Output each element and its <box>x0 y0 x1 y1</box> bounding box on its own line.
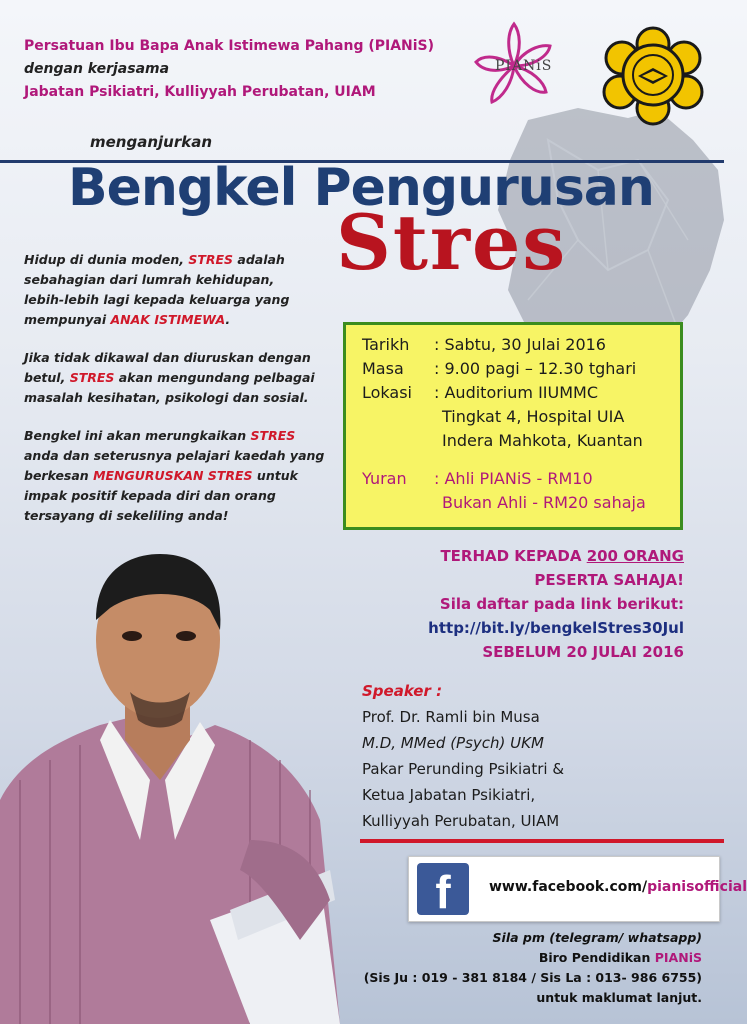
fee-row: Yuran : Ahli PIANiS - RM10 <box>362 469 593 488</box>
pianis-logo-text: PIANiS <box>495 58 553 74</box>
time-row: Masa : 9.00 pagi – 12.30 tghari <box>362 359 637 378</box>
venue-line-2: Tingkat 4, Hospital UIA <box>442 407 625 426</box>
registration-block: TERHAD KEPADA 200 ORANG PESERTA SAHAJA! Sila daftar pada link berikut: http://bit.ly/bengkelStres30Jul SEBELUM 20 JULAI 2016 <box>428 547 684 661</box>
contact-block: Sila pm (telegram/ whatsapp) Biro Pendidikan PIANiS (Sis Ju : 019 - 381 8184 / Sis La : 013- 986 6755) untuk maklumat lanjut. <box>363 930 702 1005</box>
speaker-photo <box>0 540 340 1024</box>
speaker-block: Speaker : Prof. Dr. Ramli bin Musa M.D, MMed (Psych) UKM Pakar Perunding Psikiatri & Ketua Jabatan Psikiatri, Kulliyyah Perubatan, UIAM <box>362 678 564 834</box>
university-badge-logo <box>600 22 706 128</box>
date-row: Tarikh : Sabtu, 30 Julai 2016 <box>362 335 606 354</box>
speaker-label: Speaker : <box>362 682 443 700</box>
facebook-card[interactable] <box>408 856 747 922</box>
divider-line <box>360 839 724 843</box>
event-info-box <box>343 322 683 530</box>
speaker-qualifications: M.D, MMed (Psych) UKM <box>362 734 544 752</box>
venue-row: Lokasi : Auditorium IIUMMC <box>362 383 598 402</box>
organizer-line-3: Jabatan Psikiatri, Kulliyyah Perubatan, UIAM <box>24 84 376 100</box>
intro-paragraph-2: Jika tidak dikawal dan diuruskan dengan betul, STRES akan mengundang pelbagai masalah kesihatan, psikologi dan sosial. <box>24 350 315 405</box>
fee-line-2: Bukan Ahli - RM20 sahaja <box>442 493 646 512</box>
intro-paragraph-3: Bengkel ini akan merungkaikan STRES anda dan seterusnya pelajari kaedah yang berkesan MENGURUSKAN STRES untuk impak positif kepada diri dan orang tersayang di sekeliling anda! <box>24 428 325 523</box>
speaker-name: Prof. Dr. Ramli bin Musa <box>362 708 540 726</box>
organises-label: menganjurkan <box>90 133 213 151</box>
title-line-1: Bengkel Pengurusan <box>68 158 654 218</box>
registration-link[interactable]: http://bit.ly/bengkelStres30Jul <box>428 619 684 637</box>
facebook-icon: f <box>417 863 469 915</box>
facebook-url[interactable]: www.facebook.com/pianisofficial <box>489 879 747 895</box>
venue-line-3: Indera Mahkota, Kuantan <box>442 431 643 450</box>
organizer-line-2: dengan kerjasama <box>24 61 170 77</box>
title-line-2: Stres <box>336 198 568 287</box>
intro-paragraph-1: Hidup di dunia moden, STRES adalah sebahagian dari lumrah kehidupan, lebih-lebih lagi kepada keluarga yang mempunyai ANAK ISTIMEWA. <box>24 252 290 327</box>
organizer-line-1: Persatuan Ibu Bapa Anak Istimewa Pahang (PIANiS) <box>24 38 435 54</box>
